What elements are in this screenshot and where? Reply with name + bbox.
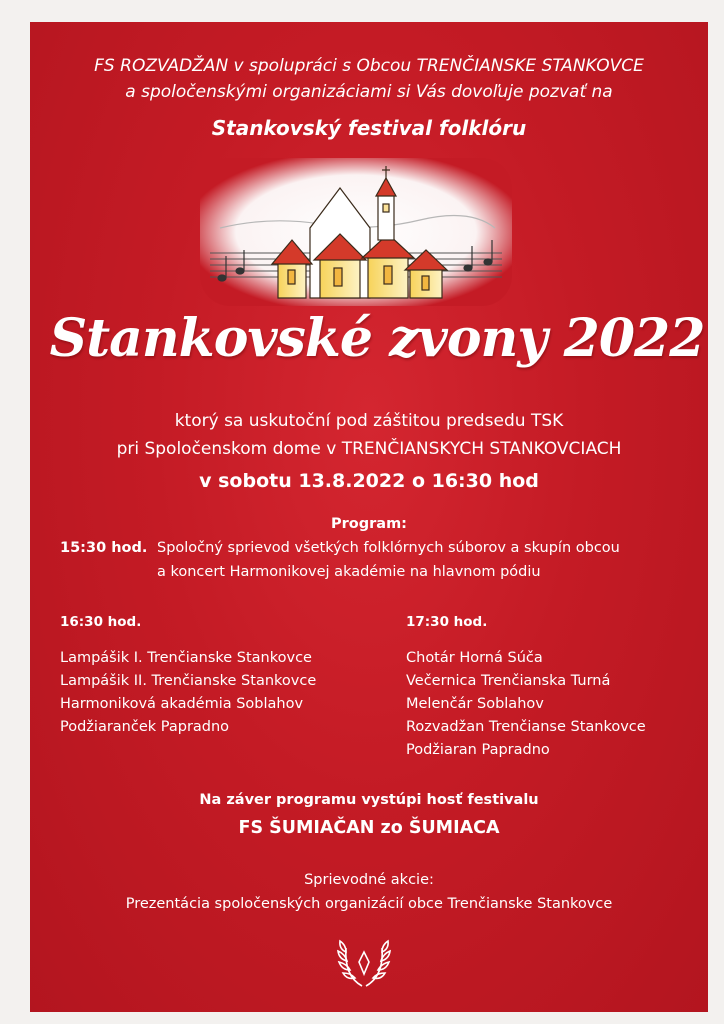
festival-name: Stankovský festival folklóru (211, 116, 527, 140)
list-item: Harmoniková akadémia Soblahov (60, 696, 304, 712)
program-heading: Program: (331, 516, 407, 532)
list-item: Rozvadžan Trenčianse Stankovce (406, 719, 646, 735)
list-item: Podžiaran Papradno (406, 742, 550, 758)
guest-intro: Na záver programu vystúpi hosť festivalu (199, 792, 539, 808)
side-events-text: Prezentácia spoločenských organizácií obce Trenčianske Stankovce (125, 896, 613, 912)
guest-name: FS ŠUMIAČAN zo ŠUMIACA (238, 818, 500, 838)
side-events-heading: Sprievodné akcie: (304, 872, 434, 888)
laurel-wreath-icon (334, 934, 394, 990)
intro-line-2: a spoločenskými organizáciami si Vás dovoľuje pozvať na (125, 82, 613, 102)
list-item: Večernica Trenčianska Turná (406, 673, 611, 689)
event-date: v sobotu 13.8.2022 o 16:30 hod (199, 470, 539, 492)
program-first-time: 15:30 hod. (60, 540, 148, 556)
list-item: Melenčár Soblahov (406, 696, 544, 712)
program-col2-list (406, 647, 646, 762)
program-first-line-2: a koncert Harmonikovej akadémie na hlavnom pódiu (157, 564, 541, 580)
program-col1-time: 16:30 hod. (60, 614, 142, 630)
invitation-poster (30, 22, 708, 1012)
program-col1-list (60, 647, 316, 739)
list-item: Lampášik II. Trenčianske Stankovce (60, 673, 317, 689)
detail-line-1: ktorý sa uskutoční pod záštitou predsedu TSK (174, 411, 564, 431)
program-col2-time: 17:30 hod. (406, 614, 488, 630)
list-item: Chotár Horná Súča (406, 650, 543, 666)
church-with-music-notes-icon (200, 158, 512, 306)
list-item: Podžiaranček Papradno (60, 719, 230, 735)
program-first-line-1: Spoločný sprievod všetkých folklórnych súborov a skupín obcou (157, 540, 620, 556)
main-title: Stankovské zvony 2022 (49, 308, 705, 369)
list-item: Lampášik I. Trenčianske Stankovce (60, 650, 312, 666)
intro-line-1: FS ROZVADŽAN v spolupráci s Obcou TRENČIANSKE STANKOVCE (94, 56, 644, 76)
detail-line-2: pri Spoločenskom dome v TRENČIANSKYCH STANKOVCIACH (116, 439, 622, 459)
